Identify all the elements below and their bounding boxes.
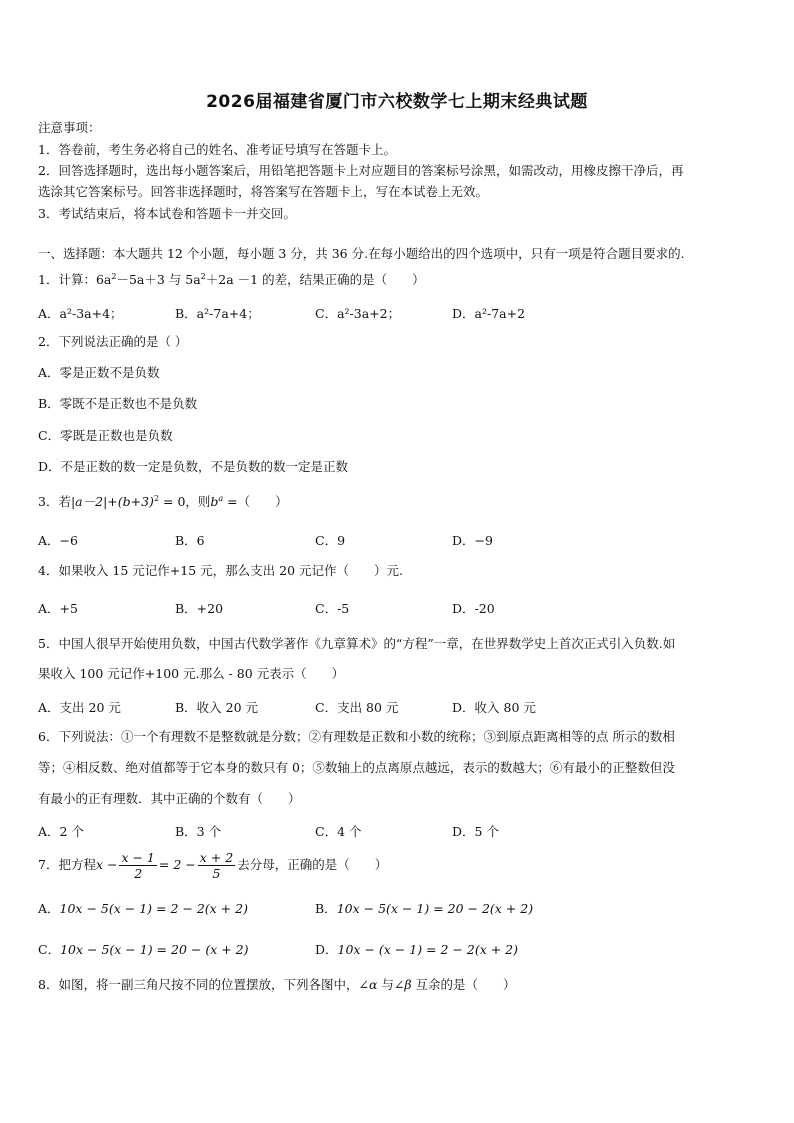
option-d: D．10x − (x − 1) = 2 − 2(x + 2) bbox=[315, 942, 519, 957]
option-c: C．a²-3a+2； bbox=[315, 306, 401, 321]
page-title: 2026届福建省厦门市六校数学七上期末经典试题 bbox=[206, 92, 588, 112]
option-b: B．6 bbox=[175, 533, 205, 548]
question-5-line: 果收入 100 元记作+100 元.那么 - 80 元表示（ ） bbox=[38, 666, 345, 681]
option-d: D．a²-7a+2 bbox=[452, 306, 526, 321]
question-2-stem: 2．下列说法正确的是（ ） bbox=[38, 334, 188, 349]
option-a: A．零是正数不是负数 bbox=[38, 365, 160, 380]
question-8-stem: 8．如图，将一副三角尺按不同的位置摆放，下列各图中，∠α 与∠β 互余的是（ ） bbox=[38, 977, 516, 992]
option-c: C．9 bbox=[315, 533, 346, 548]
question-7-options-row2 bbox=[38, 940, 758, 958]
option-a: A．10x − 5(x − 1) = 2 − 2(x + 2) bbox=[38, 901, 248, 916]
option-a: A．−6 bbox=[38, 533, 78, 548]
option-a: A．支出 20 元 bbox=[38, 700, 121, 715]
question-4-options bbox=[38, 599, 758, 617]
option-d: D．不是正数的数一定是负数，不是负数的数一定是正数 bbox=[38, 459, 349, 474]
question-6-options bbox=[38, 822, 758, 840]
question-5-options bbox=[38, 698, 758, 716]
question-1-stem: 1．计算：$6a^2-5a+3$ 与 $5a^2+2a -1$ 的差，结果正确的是（ ） bbox=[38, 271, 425, 287]
question-7-stem: 7．把方程x − $\frac{x - 1}{2}$ = 2 − $\frac{x + 2}{5}$ 去分母，正确的是（ ） bbox=[38, 850, 388, 881]
option-c: C．-5 bbox=[315, 601, 350, 616]
question-6-line: 6．下列说法：①一个有理数不是整数就是分数；②有理数是正数和小数的统称；③到原点距离相等的点 所示的数相 bbox=[38, 729, 675, 744]
notice-item: 选涂其它答案标号。回答非选择题时，将答案写在答题卡上，写在本试卷上无效。 bbox=[38, 184, 489, 199]
notice-item: 3．考试结束后，将本试卷和答题卡一并交回。 bbox=[38, 206, 296, 221]
question-4-stem: 4．如果收入 15 元记作+15 元，那么支出 20 元记作（ ）元. bbox=[38, 563, 403, 578]
option-c: C．10x − 5(x − 1) = 20 − (x + 2) bbox=[38, 942, 249, 957]
question-3-stem: 3．若$|a-2|+(b+3)^2 = 0$，则$b^a$ =（ ） bbox=[38, 493, 288, 509]
option-d: D．收入 80 元 bbox=[452, 700, 536, 715]
option-b: B．零既不是正数也不是负数 bbox=[38, 396, 198, 411]
option-d: D．-20 bbox=[452, 601, 495, 616]
question-3-options bbox=[38, 531, 758, 549]
option-c: C．4 个 bbox=[315, 824, 362, 839]
option-d: D．5 个 bbox=[452, 824, 499, 839]
question-6-line: 有最小的正有理数．其中正确的个数有（ ） bbox=[38, 791, 301, 806]
fraction: $\frac{x + 2}{5}$ bbox=[199, 850, 234, 881]
option-c: C．零既是正数也是负数 bbox=[38, 428, 173, 443]
option-c: C．支出 80 元 bbox=[315, 700, 399, 715]
question-1-options bbox=[38, 304, 758, 322]
question-5-line: 5．中国人很早开始使用负数，中国古代数学著作《九章算术》的“方程”一章，在世界数学史上首次正式引入负数.如 bbox=[38, 636, 676, 651]
option-b: B．收入 20 元 bbox=[175, 700, 259, 715]
fraction: $\frac{x - 1}{2}$ bbox=[121, 850, 155, 881]
question-7-options-row1 bbox=[38, 899, 758, 917]
option-a: A．a²-3a+4； bbox=[38, 306, 123, 321]
option-b: B．10x − 5(x − 1) = 20 − 2(x + 2) bbox=[315, 901, 534, 916]
notice-heading: 注意事项： bbox=[38, 120, 101, 135]
option-b: B．3 个 bbox=[175, 824, 222, 839]
notice-item: 2．回答选择题时，选出每小题答案后，用铅笔把答题卡上对应题目的答案标号涂黑，如需改动，用橡皮擦干净后，再 bbox=[38, 163, 684, 178]
question-6-line: 等；④相反数、绝对值都等于它本身的数只有 0；⑤数轴上的点离原点越远，表示的数越大；⑥有最小的正整数但没 bbox=[38, 760, 675, 775]
option-a: A．+5 bbox=[38, 601, 78, 616]
option-a: A．2 个 bbox=[38, 824, 84, 839]
section-heading: 一、选择题：本大题共 12 个小题，每小题 3 分，共 36 分.在每小题给出的四个选项中，只有一项是符合题目要求的. bbox=[38, 246, 685, 261]
option-d: D．−9 bbox=[452, 533, 493, 548]
option-b: B．+20 bbox=[175, 601, 224, 616]
option-b: B．a²-7a+4； bbox=[175, 306, 260, 321]
notice-item: 1．答卷前，考生务必将自己的姓名、准考证号填写在答题卡上。 bbox=[38, 142, 396, 157]
